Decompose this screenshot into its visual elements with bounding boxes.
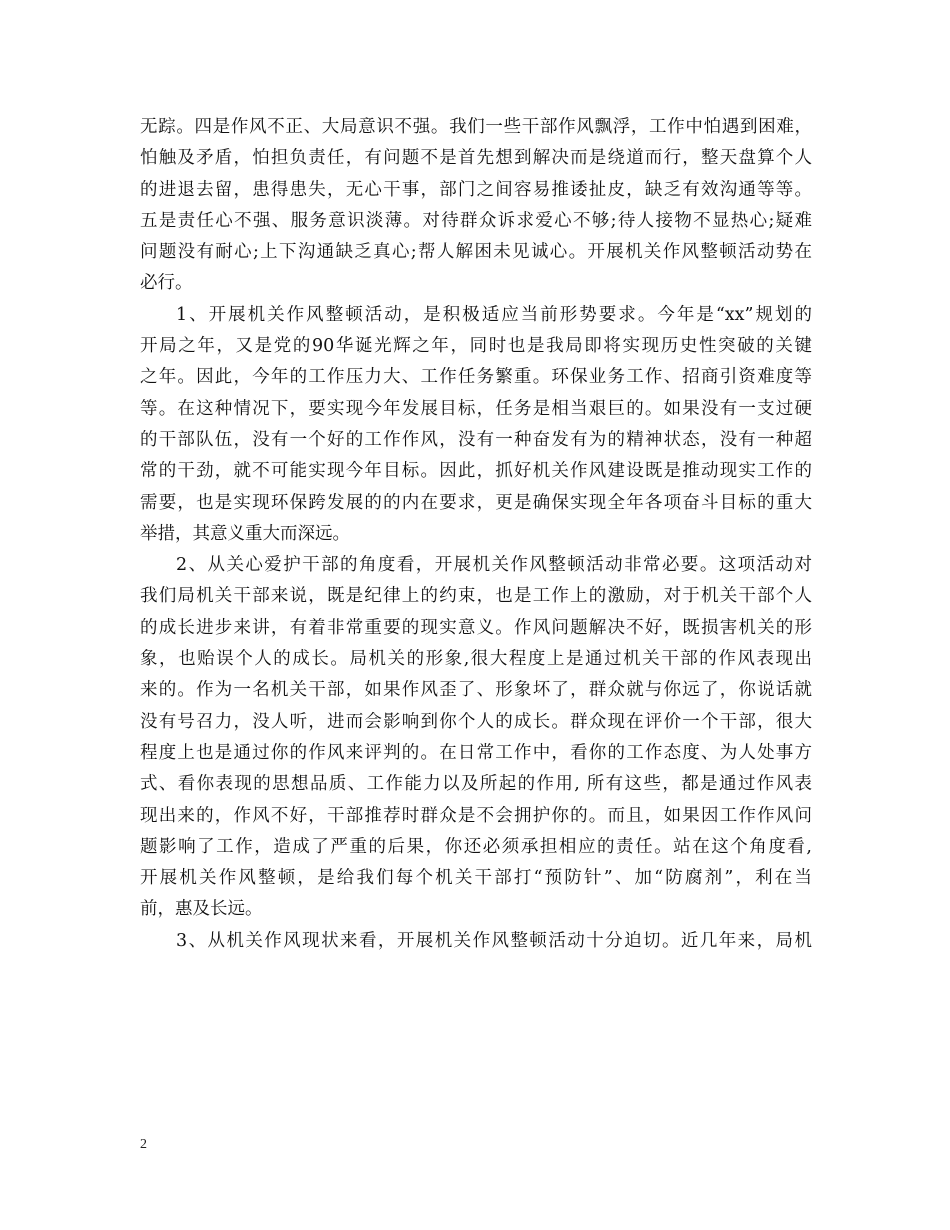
text-line: 3、从机关作风现状来看，开展机关作风整顿活动十分迫切。近几年来，局机 — [176, 930, 812, 951]
text-line: 常的干劲，就不可能实现今年目标。因此，抓好机关作风建设既是推动现实工作的 — [140, 461, 812, 482]
text-line: 的成长进步来讲，有着非常重要的现实意义。作风问题解决不好，既损害机关的形 — [140, 617, 812, 638]
text-line: 开展机关作风整顿，是给我们每个机关干部打“预防针”、加“防腐剂”，利在当 — [140, 868, 812, 889]
text-line: 1、开展机关作风整顿活动，是积极适应当前形势要求。今年是“xx”规划的 — [176, 304, 812, 325]
text-line: 开局之年，又是党的90华诞光辉之年，同时也是我局即将实现历史性突破的关键 — [140, 336, 812, 357]
text-line: 来的。作为一名机关干部，如果作风歪了、形象坏了，群众就与你远了，你说话就 — [140, 680, 812, 701]
text-line: 怕触及矛盾，怕担负责任，有问题不是首先想到解决而是绕道而行，整天盘算个人 — [140, 148, 812, 169]
text-line: 前，惠及长远。 — [140, 899, 263, 920]
text-line: 无踪。四是作风不正、大局意识不强。我们一些干部作风飘浮，工作中怕遇到困难， — [140, 117, 812, 137]
text-line: 问题没有耐心;上下沟通缺乏真心;帮人解困未见诚心。开展机关作风整顿活动势在 — [140, 242, 812, 263]
body-text — [140, 112, 812, 957]
text-line: 的干部队伍，没有一个好的工作作风，没有一种奋发有为的精神状态，没有一种超 — [140, 429, 812, 450]
text-line: 2、从关心爱护干部的角度看，开展机关作风整顿活动非常必要。这项活动对 — [176, 555, 812, 576]
text-line: 等。在这种情况下，要实现今年发展目标，任务是相当艰巨的。如果没有一支过硬 — [140, 398, 812, 419]
text-line: 现出来的，作风不好，干部推荐时群众是不会拥护你的。而且，如果因工作作风问 — [140, 805, 812, 826]
text-line: 的进退去留，患得患失，无心干事，部门之间容易推诿扯皮，缺乏有效沟通等等。 — [140, 179, 812, 200]
text-line: 需要，也是实现环保跨发展的的内在要求，更是确保实现全年各项奋斗目标的重大 — [140, 492, 812, 513]
text-line: 程度上也是通过你的作风来评判的。在日常工作中，看你的工作态度、为人处事方 — [140, 742, 812, 763]
text-line: 没有号召力，没人听，进而会影响到你个人的成长。群众现在评价一个干部，很大 — [140, 711, 812, 732]
text-line: 之年。因此，今年的工作压力大、工作任务繁重。环保业务工作、招商引资难度等 — [140, 367, 812, 388]
text-line: 五是责任心不强、服务意识淡薄。对待群众诉求爱心不够;待人接物不显热心;疑难 — [140, 210, 812, 231]
text-line: 举措，其意义重大而深远。 — [140, 523, 350, 544]
text-line: 必行。 — [140, 273, 193, 294]
text-line: 我们局机关干部来说，既是纪律上的约束，也是工作上的激励，对于机关干部个人 — [140, 586, 812, 607]
text-line: 象，也贻误个人的成长。局机关的形象,很大程度上是通过机关干部的作风表现出 — [140, 649, 812, 670]
text-line: 题影响了工作，造成了严重的后果，你还必须承担相应的责任。站在这个角度看, — [140, 836, 812, 857]
page-number: 2 — [140, 1137, 147, 1152]
text-line: 式、看你表现的思想品质、工作能力以及所起的作用, 所有这些，都是通过作风表 — [140, 774, 812, 795]
